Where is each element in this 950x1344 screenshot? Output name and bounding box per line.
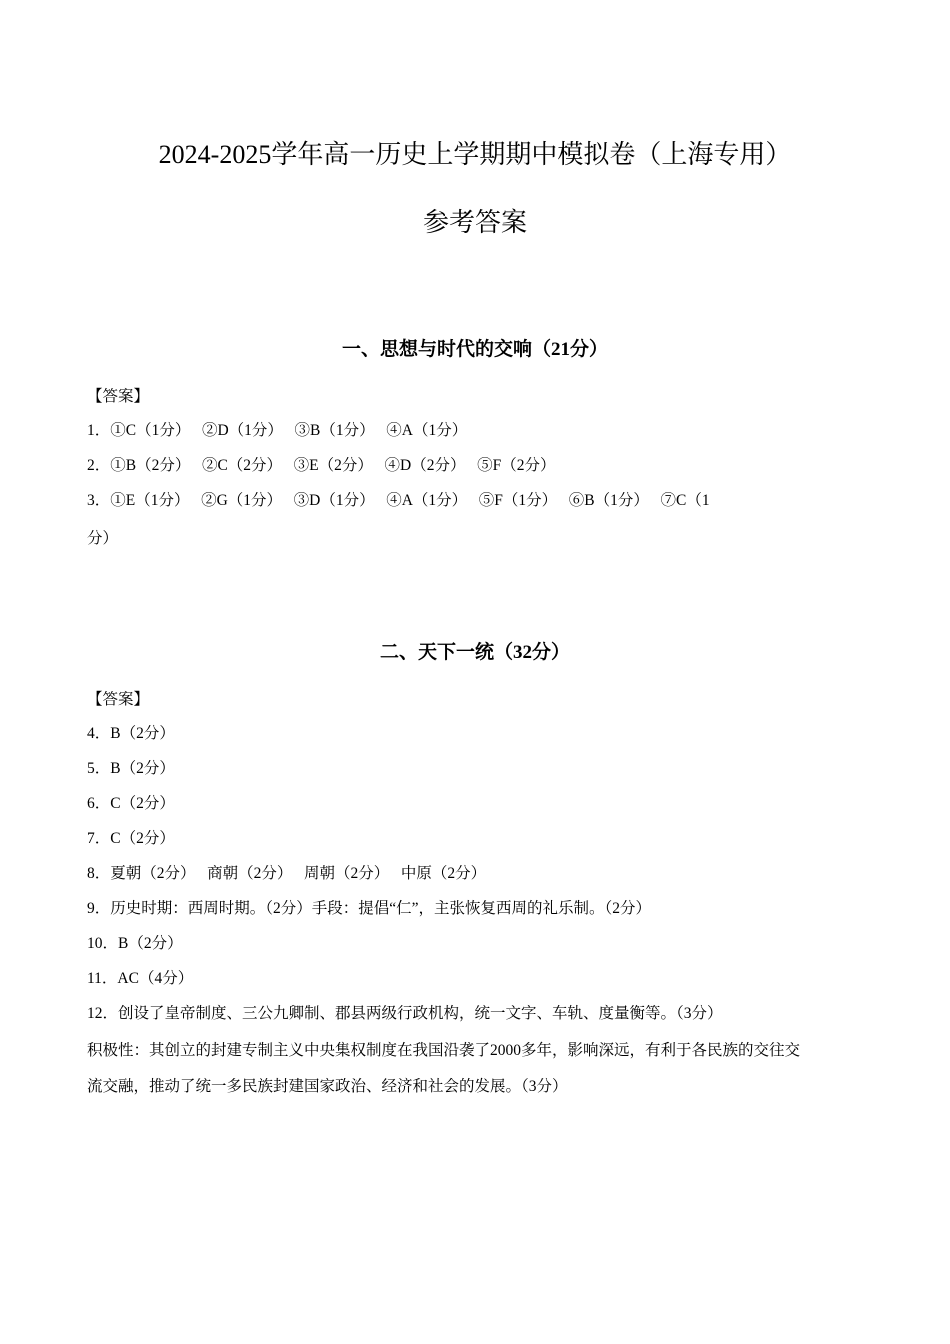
- answer-line: 12．创设了皇帝制度、三公九卿制、郡县两级行政机构，统一文字、车轨、度量衡等。（3分）: [87, 1005, 723, 1022]
- answer-label: 【答案】: [87, 691, 150, 708]
- answer-line: 4．B（2分）: [87, 725, 175, 742]
- answer-line: 1．①C（1分） ②D（1分） ③B（1分） ④A（1分）: [87, 422, 468, 439]
- answer-line: 2．①B（2分） ②C（2分） ③E（2分） ④D（2分） ⑤F（2分）: [87, 457, 556, 474]
- answer-line: 6．C（2分）: [87, 795, 175, 812]
- section-heading-1: 一、思想与时代的交响（21分）: [341, 339, 608, 360]
- document-subtitle: 参考答案: [422, 208, 527, 237]
- answer-line: 11．AC（4分）: [87, 970, 194, 987]
- answer-line: 3．①E（1分） ②G（1分） ③D（1分） ④A（1分） ⑤F（1分） ⑥B（1分） ⑦C（1: [87, 492, 710, 509]
- answer-line: 流交融，推动了统一多民族封建国家政治、经济和社会的发展。（3分）: [87, 1078, 568, 1095]
- answer-line: 7．C（2分）: [87, 830, 175, 847]
- answer-label: 【答案】: [87, 388, 150, 405]
- answer-line: 10．B（2分）: [87, 935, 183, 952]
- answer-line: 9．历史时期：西周时期。（2分）手段：提倡“仁”，主张恢复西周的礼乐制。（2分）: [87, 900, 652, 917]
- document-title: 2024-2025学年高一历史上学期期中模拟卷（上海专用）: [158, 140, 792, 169]
- section-heading-2: 二、天下一统（32分）: [379, 642, 570, 663]
- answer-line: 积极性：其创立的封建专制主义中央集权制度在我国沿袭了2000多年，影响深远，有利于各民族的交往交: [87, 1042, 801, 1059]
- answer-line: 8．夏朝（2分） 商朝（2分） 周朝（2分） 中原（2分）: [87, 865, 487, 882]
- answer-line: 分）: [87, 530, 119, 547]
- answer-line: 5．B（2分）: [87, 760, 175, 777]
